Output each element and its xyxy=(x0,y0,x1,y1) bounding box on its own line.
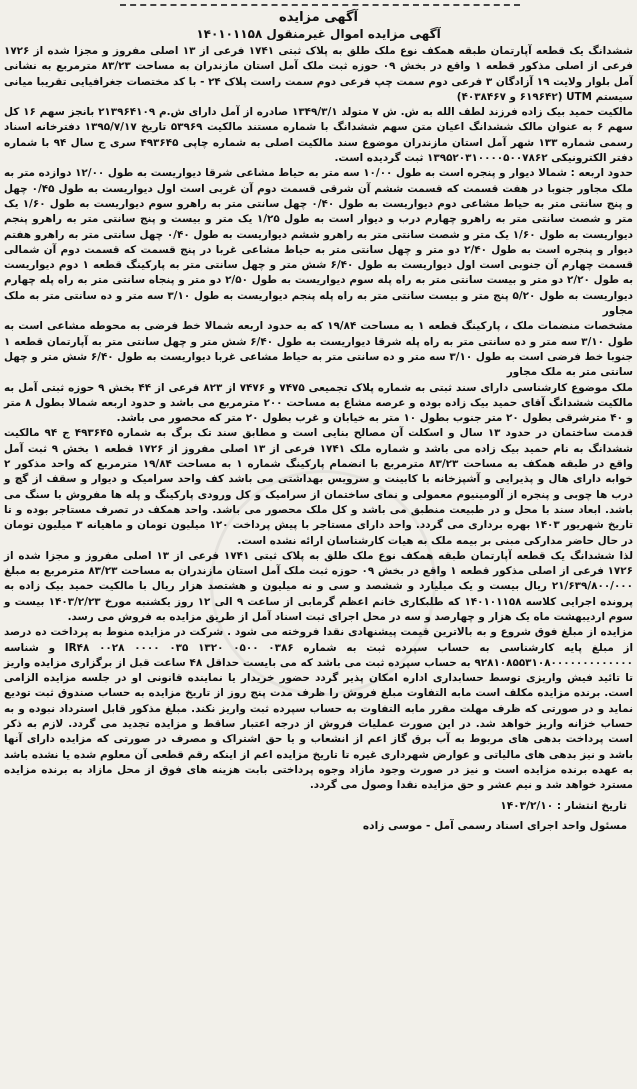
paragraph-boundaries: حدود اربعه : شمالا دیوار و پنجره است به طول ۱۰/۰۰ سه متر به حیاط مشاعی شرقا دیواریست به طول ۱۲/۰۰ دوازده متر به ملک مجاور جنوبا در هفت قسمت که قسمت ششم آن شرقی قسمت دوم آن غربی است اول دیواریست به طول ۰/۴۵ چهل و پنج سانتی متر به حیاط مشاعی دوم دیواریست به طول ۰/۴۰ چهل سانتی متر به راهرو سوم دیواریست به طول ۱/۶۰ یک متر و شصت سانتی متر به راهرو چهارم درب و دیوار است به طول ۱/۲۵ یک متر و بیست و پنج سانتی متر به راهرو پنجم دیواریست به طول ۱/۶۰ یک متر و شصت سانتی متر به راهرو ششم دیواریست به طول ۰/۴۰ چهل سانتی متر به راهرو هفتم دیوار و پنجره است به طول ۲/۴۰ دو متر و چهل سانتی متر به حیاط مشاعی غربا در پنج قسمت که قسمت دوم آن شمالی قسمت چهارم آن جنوبی است اول دیواریست به طول ۶/۴۰ شش متر و چهل سانتی متر به پارکینگ قطعه ۱ دوم دیواریست به طول ۲/۲۰ دو متر و بیست سانتی متر به راه پله سوم دیواریست به طول ۲/۵۰ دو متر و پنجاه سانتی متر به راه پله چهارم دیواریست به طول ۵/۲۰ پنج متر و بیست سانتی متر به راه پله پنجم دیواریست به طول ۳/۱۰ سه متر و ده سانتی متر به ملک مجاور xyxy=(4,167,634,318)
notice-subtitle: آگهی مزایده اموال غیرمنقول ۱۴۰۱۰۱۱۵۸ xyxy=(196,27,441,41)
notice-title: آگهی مزایده xyxy=(279,10,358,25)
paragraph-auction-terms: مزایده از مبلغ فوق شروع و به بالاترین قیمت پیشنهادی نقدا فروخته می شود . شرکت در مزایده منوط به پرداخت ده درصد از مبلغ پایه کارشناسی به حساب سپرده ثبت به شماره ۰۳۸۶ ۰۵۰۰ ۱۳۲۰ ۰۳۵ ۰۰۰۰ ۰۰۲۸ IR۴۸ و شناسه ۹۲۸۱۰۸۵۵۳۱۰۸۰۰۰۰۰۰۰۰۰۰۰۰۰ به حساب سپرده ثبت می باشد که می بایست حداقل ۴۸ ساعت قبل از برگزاری مزایده واریز تا تائید فیش واریزی توسط حسابداری اداره امکان پذیر گردد حضور خریدار یا نماینده قانونی او در جلسه مزایده الزامی است. برنده مزایده مکلف است مابه التفاوت مبلغ فروش را ظرف مدت پنج روز از تاریخ مزایده به حساب صندوق ثبت تودیع نماید و در صورتی که ظرف مهلت مقرر مابه التفاوت به حساب سپرده ثبت واریز نکند. مبلغ مذکور قابل استرداد نبوده و به حساب خزانه واریز خواهد شد. در این صورت عملیات فروش از درجه اعتبار ساقط و مزایده تجدید می گردد. لازم به ذکر است پرداخت بدهی های مربوط به آب برق گاز اعم از انشعاب و یا حق اشتراک و مصرف در صورتی که مزایده دارای آنها باشد و نیز بدهی های مالیاتی و عوارض شهرداری غیره تا تاریخ مزایده اعم از اینکه رقم قطعی آن معلوم شده یا نشده باشد به عهده برنده مزایده است و نیز در صورت وجود مازاد وجوه پرداختی بابت هزینه های فوق از محل مازاد به برنده مزایده مسترد خواهد شد و نیم عشر و حق مزایده نقدا وصول می گردد. xyxy=(4,626,634,792)
paragraph-ownership: مالکیت حمید بیک زاده فرزند لطف الله به ش. ش ۷ متولد ۱۳۴۹/۳/۱ صادره از آمل دارای ش.م ۲۱۳۹۶۴۱۰۹ بانجز سهم ۱۶ کل سهم ۶ به عنوان مالک ششدانگ اعیان متن سهم ششدانگ با شماره مستند مالکیت ۵۳۹۶۹ تاریخ ۱۳۹۵/۷/۱۷ دفترخانه اسناد رسمی شماره ۱۳۳ شهر آمل استان مازندران موضوع سند مالکیت اصلی به شماره چاپی ۴۹۳۶۴۵ سری ج سال ۹۴ با شماره دفتر الکترونیکی ۱۳۹۵۲۰۳۱۰۰۰۰۵۰۰۷۸۶۲ ثبت گردیده است. xyxy=(4,106,633,165)
paragraph-auction-price: لذا ششدانگ یک قطعه آپارتمان طبقه همکف نوع ملک طلق به پلاک ثبتی ۱۷۴۱ فرعی از ۱۳ اصلی مفروز و مجزا شده از ۱۷۲۶ فرعی از اصلی مذکور قطعه ۱ واقع در بخش ۰۹ حوزه ثبت ملک آمل استان مازندران به مساحت ۸۳/۲۳ مترمربع به مبلغ ۲۱/۶۳۹/۸۰۰/۰۰۰ ریال بیست و یک میلیارد و ششصد و سی و نه میلیون و هشتصد هزار ریال با مالکیت حمید بیک زاده به پرونده اجرایی کلاسه ۱۴۰۱۰۱۱۵۸ که طلبکاری خانم اعظم گرمابی از ساعت ۹ الی ۱۲ روز یکشنبه مورخ ۱۴۰۳/۲/۲۳ بیست و سوم اردیبهشت ماه یک هزار و چهارصد و سه در محل اجرای ثبت اسناد آمل از طریق مزایده به فروش می رسد. xyxy=(4,549,634,623)
paragraph-building-details: قدمت ساختمان در حدود ۱۳ سال و اسکلت آن مصالح بنایی است و مطابق سند تک برگ به شماره ۴۹۳۶۴۵ ج ۹۴ مالکیت ششدانگ به نام حمید بیک زاده می باشد و شماره ملک ۱۷۴۱ فرعی از ۱۳ اصلی مفروز از ۱۷۲۶ قطعه ۱ بخش ۹ ثبت آمل واقع در طبقه همکف به مساحت ۸۳/۲۳ مترمربع با انضمام پارکینگ شماره ۱ به مساحت ۱۹/۸۴ مترمربع که واحد مذکور ۲ خوابه دارای هال و پذیرایی و آشپزخانه با کابینت و سرویس بهداشتی می باشد کف واحد سرامیک و دیوار و سقف از گچ و درب ها چوبی و پنجره از آلومینیوم معمولی و نمای ساختمان از سرامیک و کل ورودی پارکینگ و پله ها مفروش با سنگ می باشد. ابعاد سند با محل و در طبیعت منطبق می باشد و کل ملک محصور می باشد. واحد همکف در تصرف مستاجر بوده و تا تاریخ شهریور ۱۴۰۳ بهره برداری می گردد. واحد دارای مستاجر با پیش پرداخت ۱۲۰ میلیون تومان و ماهیانه ۳ میلیون تومان در حال حاضر مدارکی مبنی بر بیمه ملک به هیات کارشناسان ارائه نشده است. xyxy=(4,427,633,547)
publish-date: تاریخ انتشار : ۱۴۰۳/۲/۱۰ xyxy=(500,799,627,812)
paragraph-expert-report: ملک موضوع کارشناسی دارای سند ثبتی به شماره پلاک تجمیعی ۷۴۷۵ و ۷۴۷۶ از ۸۲۳ فرعی از ۴۴ بخش ۹ حوزه ثبتی آمل به مالکیت ششدانگ آقای حمید بیک زاده بوده و عرصه مشاع به مساحت ۲۰۰ مترمربع می باشد و حدود اربعه شمالا بطول ۸ متر و ۴۰ مترشرقی بطول ۲۰ متر جنوب بطول ۱۰ متر به خیابان و غرب بطول ۲۰ متر که محصور می باشد. xyxy=(4,381,633,425)
paragraph-parking-specs: مشخصات منضمات ملک ، پارکینگ قطعه ۱ به مساحت ۱۹/۸۴ که به حدود اربعه شمالا خط فرضی به محوطه مشاعی است به طول ۳/۱۰ سه متر و ده سانتی متر به راه پله شرقا دیواریست به طول ۶/۴۰ شش متر و چهل سانتی متر به آپارتمان قطعه ۱ جنوبا خط فرضی است به طول ۳/۱۰ سه متر و ده سانتی متر به حیاط مشاعی غربا دیواریست به طول ۶/۴۰ شش متر و چهل سانتی متر به ملک مجاور xyxy=(4,320,634,379)
signature-line: مسئول واحد اجرای اسناد رسمی آمل - موسی زاده xyxy=(362,819,627,832)
paragraph-property-description: ششدانگ یک قطعه آپارتمان طبقه همکف نوع ملک طلق به پلاک ثبتی ۱۷۴۱ فرعی از ۱۳ اصلی مفروز و مجزا شده از ۱۷۲۶ فرعی از اصلی مذکور قطعه ۱ واقع در بخش ۰۹ حوزه ثبت ملک آمل استان مازندران به مساحت ۸۳/۲۳ مترمربع به نشانی آمل بلوار ولایت ۱۹ آزادگان ۳ فرعی دوم سمت چپ فرعی دوم سمت راست پلاک ۲۴ - با کد مختصات جغرافیایی تقریبا میانی سیستم UTM (۶۱۹۶۴۲ و ۴۰۳۸۴۶۷) xyxy=(4,45,633,103)
top-dashed-rule xyxy=(120,4,520,6)
auction-notice xyxy=(4,10,633,1086)
